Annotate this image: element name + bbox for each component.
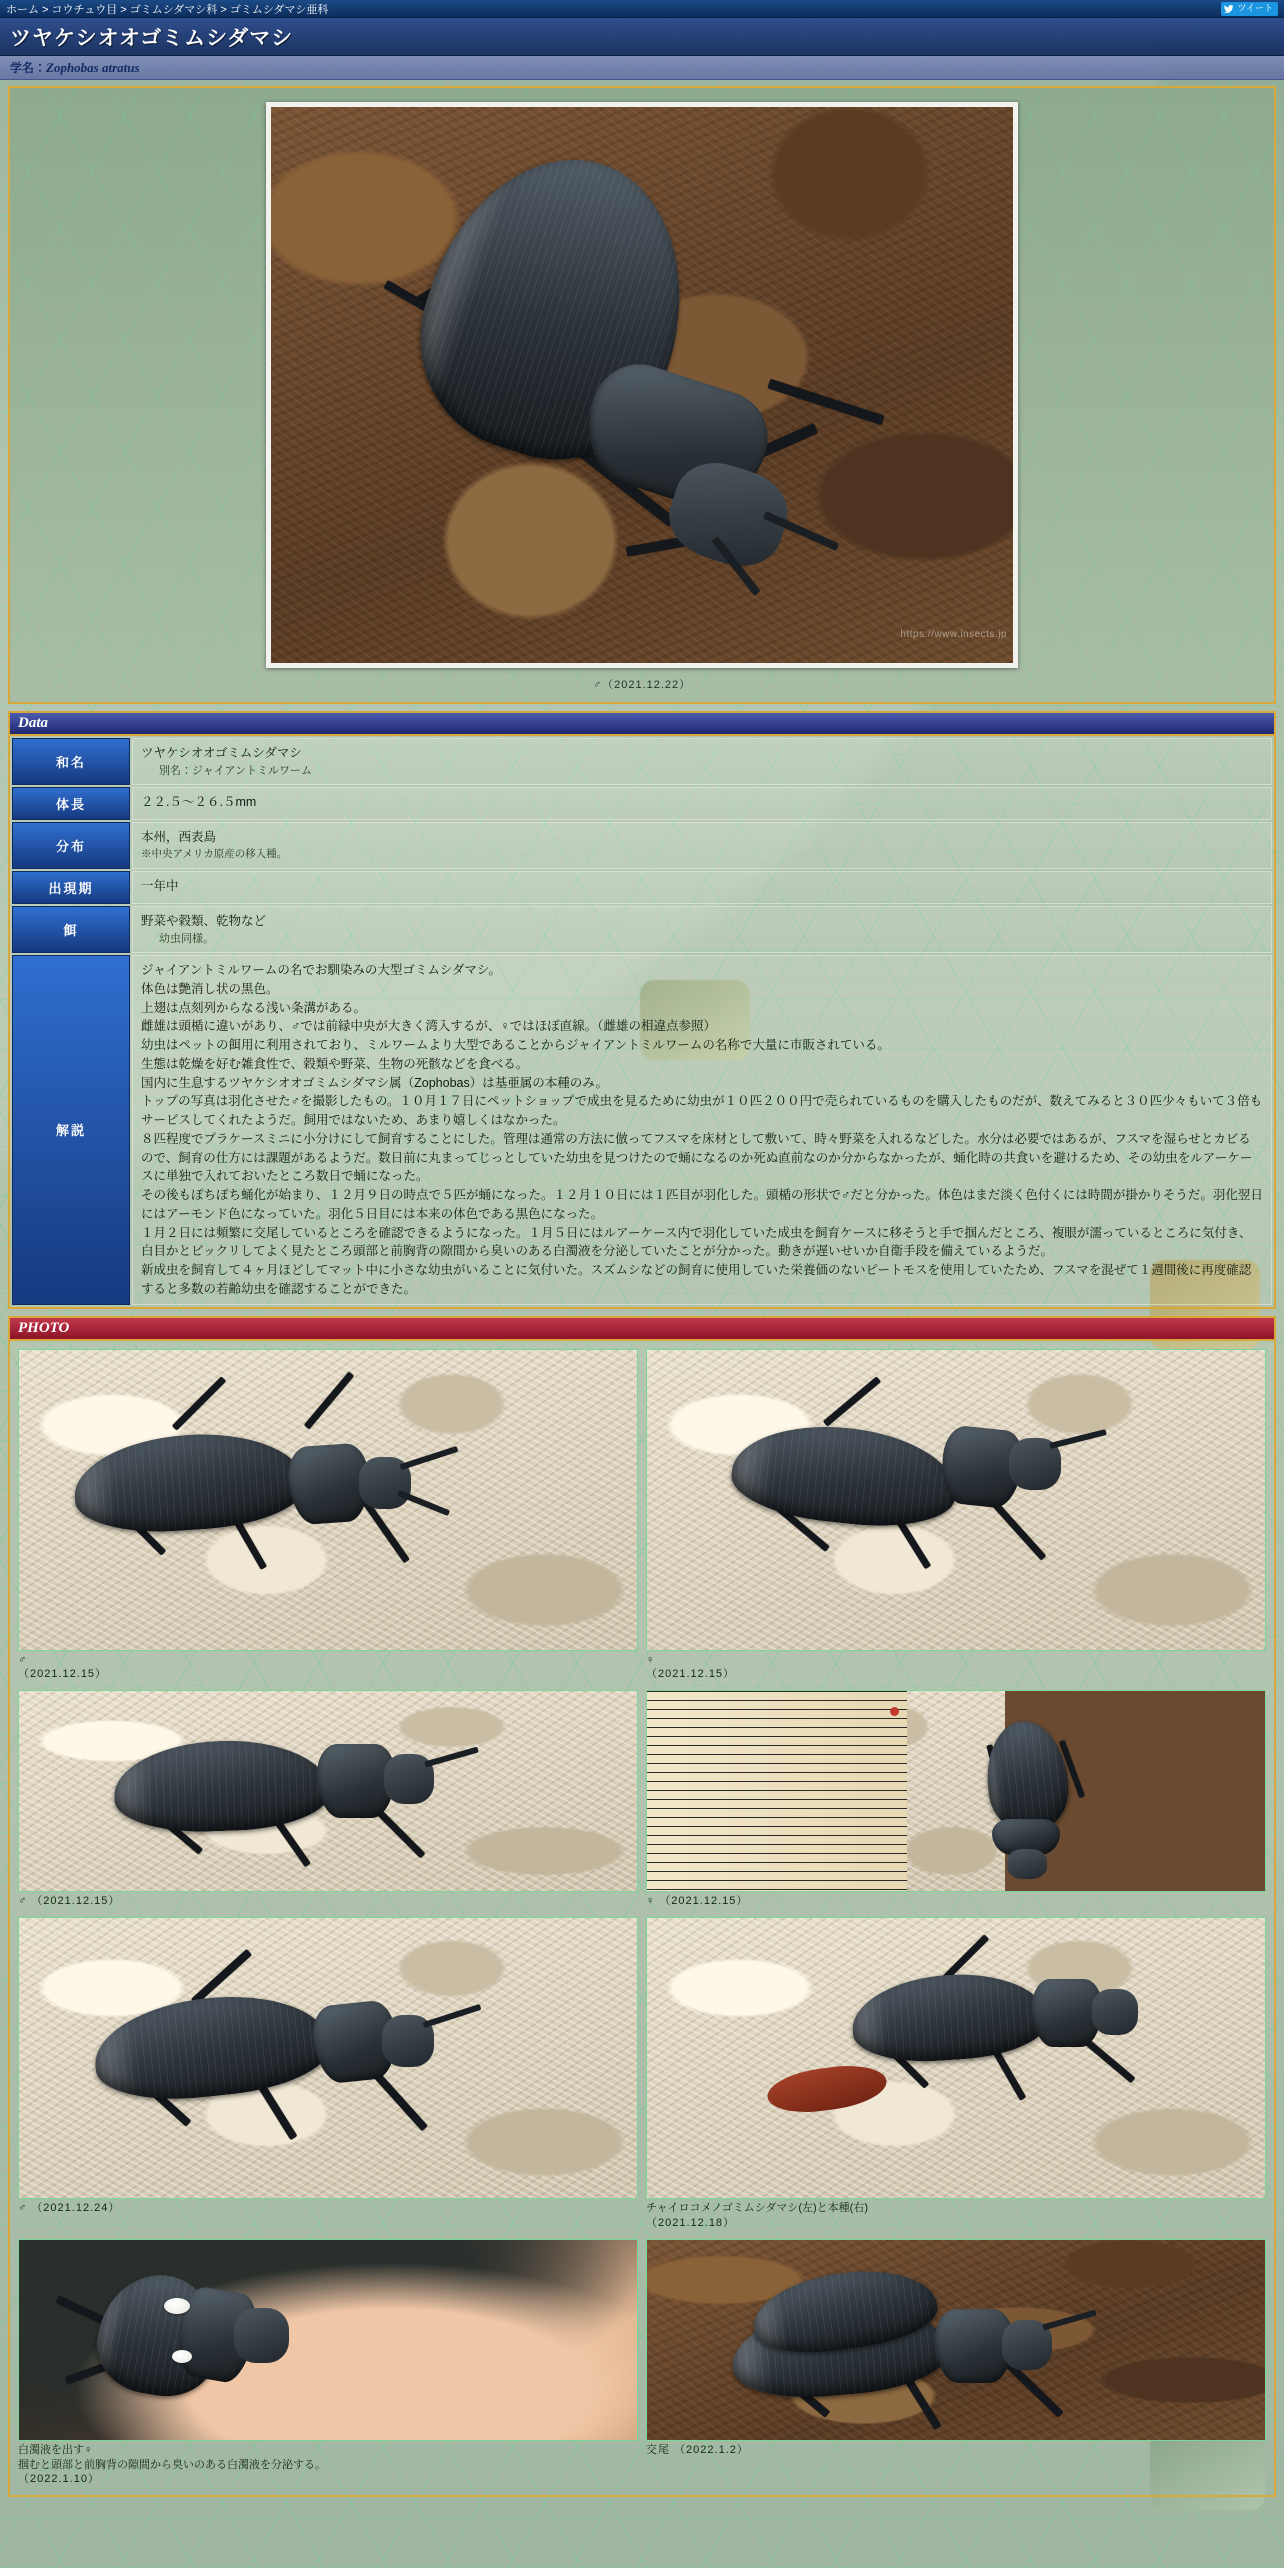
table-row (12, 955, 1272, 1305)
photo-caption (646, 2441, 1266, 2458)
row-value-wamei (132, 738, 1272, 785)
photo-frame[interactable] (646, 1690, 1266, 1892)
beetle-illustration (64, 1963, 584, 2173)
photo-mating-pair (647, 2240, 1265, 2440)
photo-frame[interactable] (18, 1690, 638, 1892)
photo-date: （2021.12.15） (31, 1895, 121, 1908)
row-label-taityou: 体長 (12, 787, 130, 820)
value-text: 一年中 (141, 878, 179, 893)
ruler (647, 1691, 907, 1891)
photo-caption (18, 2441, 638, 2488)
photo-cell (646, 1690, 1266, 1909)
photo-caption (646, 2199, 1266, 2231)
photo-cell (18, 1349, 638, 1683)
desc-line: 雌雄は頭楯に違いがあり、♂では前縁中央が大きく湾入するが、♀ではほぼ直線。（雌雄の相違点参照） (141, 1019, 717, 1034)
photo-section-heading: PHOTO (10, 1318, 1274, 1341)
photo-date: （2021.12.15） (659, 1895, 749, 1908)
desc-line: １月２日には頻繁に交尾しているところを確認できるようになった。１月５日にはルアーケース内で羽化していた成虫を飼育ケースに移そうと手で掴んだところ、複眼が濡っているところに気付き、白目かとビックリしてよく見たところ頭部と前胸背の隙間から臭いのある白濁液を分泌していたことが分かった。動きが遅いせいか自衛手段を備えているようだ。 (141, 1225, 1252, 1259)
row-label-wamei: 和名 (12, 738, 130, 785)
photo-frame[interactable] (646, 1349, 1266, 1651)
photo-cell (646, 1917, 1266, 2231)
value-sub: 別名：ジャイアントミルワーム (159, 764, 313, 777)
page-title: ツヤケシオオゴミムシダマシ (10, 27, 294, 50)
photo-cell (18, 1917, 638, 2231)
beetle-illustration (827, 1953, 1227, 2113)
row-value-esa (132, 906, 1272, 953)
photo-caption (646, 1892, 1266, 1909)
photo-date: （2022.1.2） (674, 2443, 749, 2456)
tweet-label: ツイート (1237, 3, 1273, 13)
beetle-illustration (687, 1380, 1207, 1610)
beetle-leg (767, 379, 884, 426)
table-row (12, 906, 1272, 953)
data-section-body (10, 736, 1274, 1307)
photo-subtitle: 掴むと頭部と前胸背の隙間から臭いのある白濁液を分泌する。 (18, 2458, 326, 2471)
breadcrumb[interactable]: ホーム > コウチュウ目 > ゴミムシダマシ科 > ゴミムシダマシ亜科 (6, 3, 329, 16)
photo-section (8, 1316, 1276, 2498)
hero-caption: ♂（2021.12.22） (592, 679, 692, 691)
row-value-taityou (132, 787, 1272, 820)
row-value-syutugenki (132, 871, 1272, 904)
photo-beetle-sand-left (19, 1350, 637, 1650)
photo-beetle-sand-front (19, 1691, 637, 1891)
photo-date: （2021.12.18） (646, 2216, 736, 2229)
beetle-illustration (79, 1716, 559, 1876)
beetle-illustration (44, 2250, 364, 2430)
beetle-pair-illustration (707, 2265, 1187, 2435)
value-note: ※中央アメリカ原産の移入種。 (141, 848, 288, 860)
desc-line: ジャイアントミルワームの名でお馴染みの大型ゴミムシダマシ。 (141, 963, 501, 977)
desc-line: 幼虫はペットの餌用に利用されており、ミルワームより大型であることからジャイアントミルワームの名称で大量に市販されている。 (141, 1038, 890, 1052)
beetle-elytra (90, 1986, 334, 2108)
value-text: ２２.５～２６.５mm (141, 795, 257, 810)
desc-line: 国内に生息するツヤケシオオゴミムシダマシ属（Zophobas）は基亜属の本種のみ。 (141, 1075, 608, 1090)
photo-beetle-sand-right (647, 1350, 1265, 1650)
desc-line: 体色は艶消し状の黒色。 (141, 981, 279, 996)
photo-title: 白濁液を出す♀ (18, 2443, 93, 2456)
beetle-antenna (1049, 1429, 1107, 1449)
data-section-heading: Data (10, 713, 1274, 736)
white-fluid-droplet (172, 2350, 192, 2363)
photo-frame[interactable] (646, 2239, 1266, 2441)
photo-beetle-woodchip (19, 1918, 637, 2198)
scientific-name-band (0, 56, 1284, 80)
beetle-head (1092, 1989, 1138, 2035)
photo-section-body (10, 1341, 1274, 2496)
beetle-antenna (424, 1747, 479, 1768)
photo-date: （2021.12.15） (646, 1668, 736, 1681)
photo-beetle-with-ruler (647, 1691, 1265, 1891)
data-table (10, 736, 1274, 1307)
photo-title: チャイロコメノゴミムシダマシ(左)と本種(右) (646, 2202, 869, 2215)
photo-date: （2022.1.10） (18, 2473, 100, 2486)
photo-caption (18, 1892, 638, 1909)
beetle-illustration (44, 1405, 604, 1605)
hero-photo (271, 107, 1013, 663)
photo-caption (18, 1651, 638, 1683)
table-row (12, 822, 1272, 869)
table-row (12, 787, 1272, 820)
photo-frame[interactable] (18, 1917, 638, 2199)
beetle-elytra (981, 1717, 1072, 1835)
table-row (12, 738, 1272, 785)
sex-mark: ♀ (646, 1653, 656, 1666)
beetle-head (1007, 1849, 1047, 1879)
desc-line: その後もぽちぽち蛹化が始まり、１２月９日の時点で５匹が蛹になった。１２月１０日には１匹目が羽化した。頭楯の形状で♂だと分かった。体色はまだ淡く色付くには時間が掛かりそうだ。羽化翌日にはアーモンド色になっていた。羽化５日目には本来の体色である黒色になった。 (141, 1188, 1263, 1221)
row-label-syutugenki: 出現期 (12, 871, 130, 904)
photo-caption (18, 2199, 638, 2216)
desc-line: 新成虫を飼育して４ヶ月ほどしてマット中に小さな幼虫がいることに気付いた。スズムシなどの飼育に使用していた栄養価のないピートモスを使用していたため、フスマを混ぜて１週間後に再度確認すると多数の若齢幼虫を確認することができた。 (141, 1263, 1252, 1296)
photo-cell (646, 2239, 1266, 2488)
beetle-leg (823, 1376, 881, 1426)
beetle-antenna (1042, 2309, 1097, 2330)
beetle-head (234, 2308, 289, 2363)
hero-photo-section (8, 86, 1276, 704)
row-value-kaisetsu (132, 955, 1272, 1305)
photo-frame[interactable] (18, 1349, 638, 1651)
beetle-elytra (112, 1737, 330, 1834)
data-section (8, 711, 1276, 1309)
scientific-name-label: 学名： (10, 61, 47, 75)
photo-finger-defense (19, 2240, 637, 2440)
top-bar (0, 0, 1284, 18)
photo-cell (18, 1690, 638, 1909)
beetle-elytra (71, 1427, 307, 1538)
desc-line: ８匹程度でプラケースミニに小分けにして飼育することにした。管理は通常の方法に倣ってフスマを床材として敷いて、時々野菜を入れるなどした。水分は必要ではあるが、フスマを湿らせとカビるので、飼育の仕方には課題があるようだ。数日前に丸まってじっとしていた幼虫を見つけたので蛹になるのか死ぬ直前なのか分からなかったが、蛹化時の共食いを避けるため、その幼虫をルアーケースに単独で入れておいたところ数日で蛹になった。 (141, 1131, 1253, 1184)
sex-mark: ♂ (18, 1895, 28, 1908)
sex-mark: ♂ (18, 2202, 28, 2215)
row-label-esa: 餌 (12, 906, 130, 953)
beetle-elytra (849, 1968, 1049, 2066)
tweet-button[interactable] (1221, 2, 1278, 16)
row-value-bunpu (132, 822, 1272, 869)
beetle-antenna (400, 1445, 459, 1469)
photo-date: （2021.12.24） (31, 2202, 121, 2215)
sex-mark: ♂ (18, 1653, 28, 1666)
twitter-bird-icon (1224, 4, 1234, 14)
row-label-kaisetsu: 解説 (12, 955, 130, 1305)
sex-mark: ♀ (646, 1895, 656, 1908)
photo-frame[interactable] (646, 1917, 1266, 2199)
photo-caption (646, 1651, 1266, 1683)
photo-cell (18, 2239, 638, 2488)
value-text: ツヤケシオオゴミムシダマシ (141, 746, 302, 760)
beetle-antenna (423, 2004, 482, 2028)
value-text: 野菜や穀類、乾物など (141, 913, 267, 928)
photo-frame[interactable] (18, 2239, 638, 2441)
desc-line: 上翅は点刻列からなる浅い条溝がある。 (141, 1000, 367, 1015)
ruler-marker-dot (890, 1707, 899, 1716)
photo-date: （2021.12.15） (18, 1668, 108, 1681)
hero-photo-frame (266, 102, 1018, 668)
photo-cell (646, 1349, 1266, 1683)
scientific-name: Zophobas atratus (46, 60, 140, 75)
desc-line: 生態は乾燥を好む雑食性で、穀類や野菜、生物の死骸などを食べる。 (141, 1056, 529, 1071)
value-text: 本州，西表島 (141, 830, 217, 845)
photo-grid (10, 1341, 1274, 2496)
value-sub: 幼虫同様。 (159, 932, 214, 945)
photo-two-species (647, 1918, 1265, 2198)
beetle-illustration (371, 147, 931, 617)
beetle-illustration (947, 1711, 1167, 1876)
white-fluid-droplet (164, 2298, 190, 2314)
table-row (12, 871, 1272, 904)
title-band (0, 18, 1284, 56)
desc-line: トップの写真は羽化させた♂を撮影したもの。１０月１７日にペットショップで成虫を見るために幼虫が１０匹２００円で売られているものを購入したものだが、数えてみると３０匹少々もいて３倍もサービスしてくれたようだ。飼用ではないため、あまり嬉しくはなかった。 (141, 1094, 1263, 1127)
row-label-bunpu: 分布 (12, 822, 130, 869)
photo-label: 交尾 (646, 2443, 670, 2456)
beetle-elytra (728, 1416, 962, 1534)
